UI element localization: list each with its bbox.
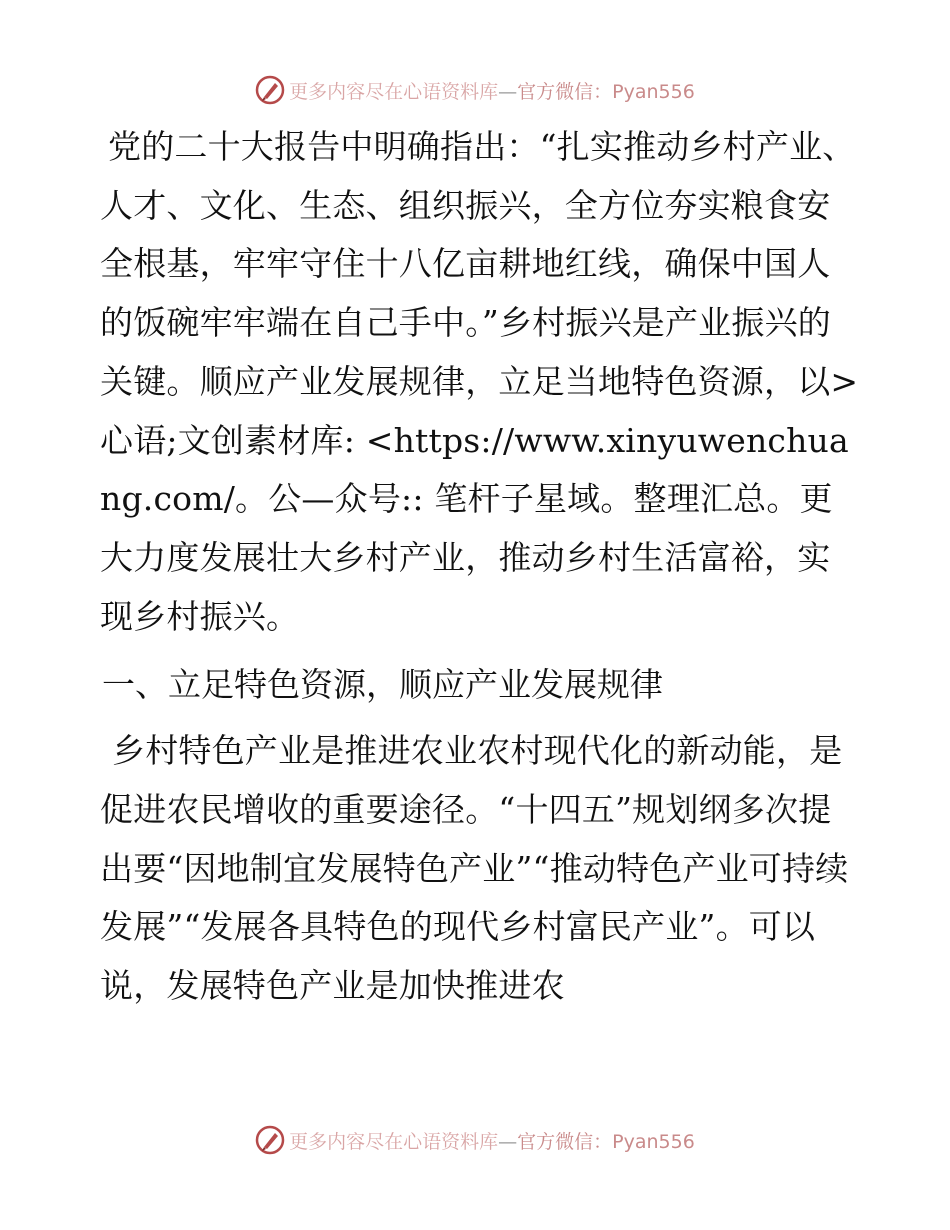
banner-separator: — [498,1130,518,1153]
pen-logo-icon [255,75,285,105]
footer-banner-text [289,1127,695,1154]
paragraph-2: 乡村特色产业是推进农业农村现代化的新动能，是促进农民增收的重要途径。“十四五”规划纲多次提出要“因地制宜发展特色产业”“推动特色产业可持续发展”“发展各具特色的现代乡村富民产业”。可以说，发展特色产业是加快推进农 [100,731,849,1006]
header-banner-text [289,77,695,104]
document-body [100,118,860,1016]
pen-logo-icon [255,1125,285,1155]
banner-site-name: 更多内容尽在心语资料库 [289,80,499,103]
banner-separator: — [498,80,518,103]
section-heading-1: 一、立足特色资源，顺应产业发展规律 [102,665,663,705]
banner-wechat: 官方微信：Pyan556 [517,80,695,103]
paragraph-1: 党的二十大报告中明确指出：“扎实推动乡村产业、人才、文化、生态、组织振兴，全方位夯实粮食安全根基，牢牢守住十八亿亩耕地红线，确保中国人的饭碗牢牢端在自己手中。”乡村振兴是产业振兴的关键。顺应产业发展规律，立足当地特色资源，以>心语;文创素材库: <https://www.xinyuwenchuang.com/。公—众号:: 笔杆子星域。整理汇总。更大力度发展壮大乡村产业，推动乡村生活富裕，实现乡村振兴。 [100,127,859,636]
footer-banner [0,1120,950,1160]
banner-site-name: 更多内容尽在心语资料库 [289,1130,499,1153]
banner-wechat: 官方微信：Pyan556 [517,1130,695,1153]
header-banner [0,70,950,110]
